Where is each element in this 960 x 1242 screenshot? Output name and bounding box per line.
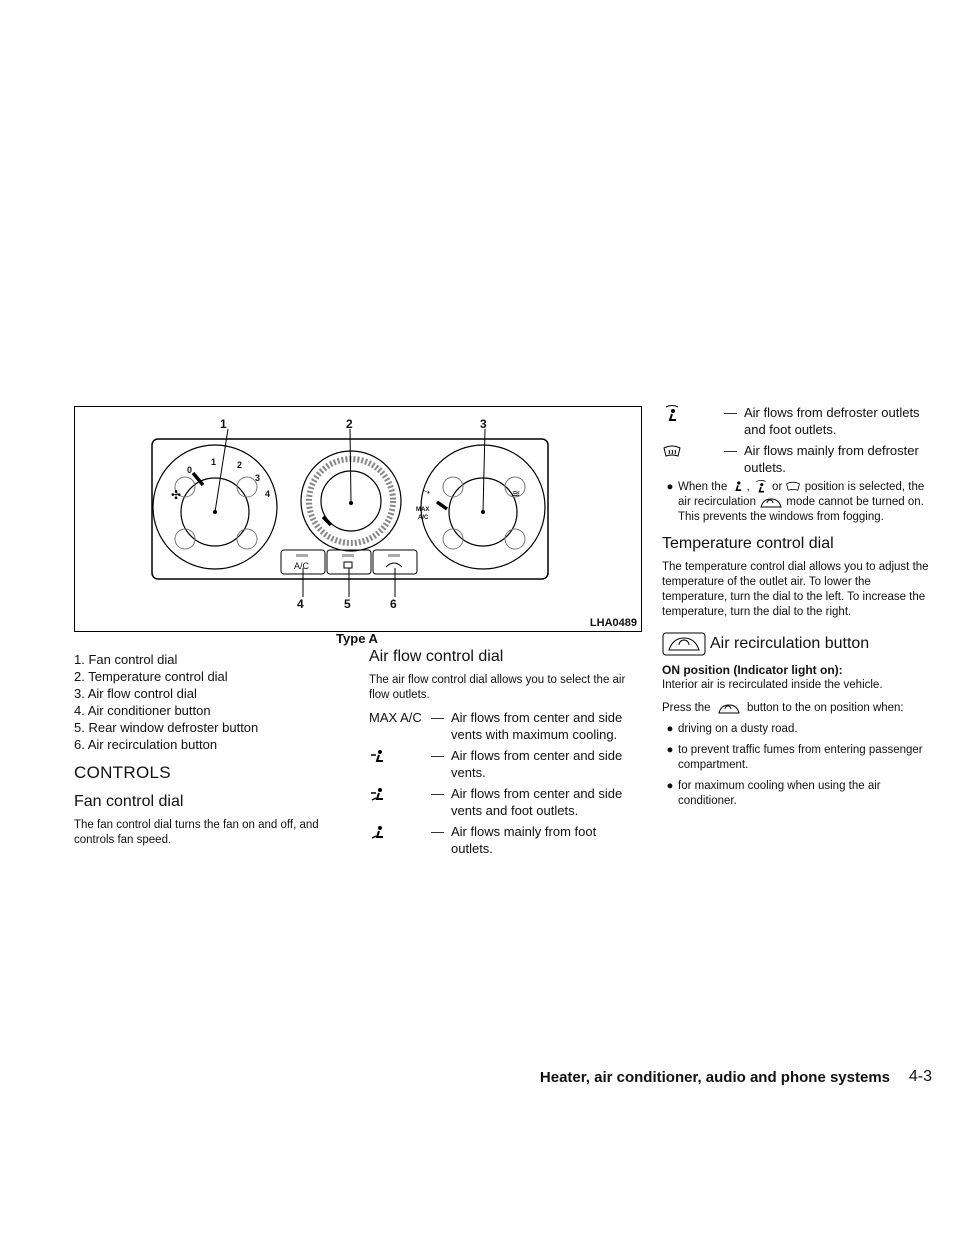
legend-item: 3. Air flow control dial [74,686,197,701]
page-number: 4-3 [908,1068,932,1085]
ac-button-label: A/C [294,561,310,571]
mode-row-defrost-foot [662,404,934,438]
mode-dash: — [724,443,737,458]
figure-legend [74,651,350,753]
recirc-heading: Air recirculation button [710,635,870,653]
mode-symbol: MAX A/C [369,710,422,725]
mode-text: Air flows mainly from foot outlets. [451,824,597,856]
mode-row-bilevel [369,785,641,819]
bi-level-vent-icon [369,787,389,803]
temperature-heading: Temperature control dial [662,535,834,553]
control-panel-figure [74,406,642,632]
callout-3: 3 [480,417,487,431]
mode-text: Air flows mainly from defroster outlets. [744,443,919,475]
mode-row-face [369,747,641,781]
recirculation-icon [662,632,706,656]
mode-row-max-ac [369,709,641,743]
footer-section-title: Heater, air conditioner, audio and phone systems [539,1069,890,1086]
column-middle [369,648,641,861]
column-right [662,404,934,815]
svg-text:⤳: ⤳ [422,487,430,498]
callout-2: 2 [346,417,353,431]
recirc-bullet: ● for maximum cooling when using the air conditioner. [666,780,881,808]
legend-item: 2. Temperature control dial [74,669,228,684]
mode-text: Air flows from defroster outlets and foot outlets. [744,405,920,437]
callout-4: 4 [297,597,304,611]
defrost-foot-icon [662,405,682,423]
callout-1: 1 [220,417,227,431]
mode-text: Air flows from center and side vents. [451,748,623,780]
recirc-bullet: ● driving on a dusty road. [666,723,798,736]
defrost-icon [662,444,682,460]
airflow-heading: Air flow control dial [369,648,504,665]
legend-item: 1. Fan control dial [74,652,178,667]
svg-text:✣: ✣ [171,488,182,502]
mode-dash: — [724,405,737,420]
mode-text: Air flows from center and side vents with maximum cooling. [451,710,623,742]
temperature-body: The temperature control dial allows you to adjust the temperature of the outlet air. To lower the temperature, turn the dial to the left. To increase the temperature, turn the dial to the right. [662,561,929,619]
recirc-heading-row [662,632,934,656]
recirc-bullet: ● to prevent traffic fumes from entering passenger compartment. [666,744,923,772]
section-heading: CONTROLS [74,763,171,782]
defrost-icon [785,480,801,494]
svg-text:≋: ≋ [512,489,521,500]
max-label: MAX [416,507,430,513]
legend-item: 5. Rear window defroster button [74,720,259,735]
mode-row-foot [369,823,641,857]
control-panel-illustration [75,407,641,631]
legend-item: 4. Air conditioner button [74,703,211,718]
max-sub-label: A/C [418,515,429,521]
fan-scale-4: 4 [265,489,271,499]
column-left [74,651,350,854]
figure-code: LHA0489 [589,617,637,629]
fan-scale-0: 0 [187,465,193,475]
recirculation-icon [714,701,744,715]
defrost-foot-icon [753,480,769,494]
foot-vent-icon [730,480,746,494]
figure-caption: Type A [336,631,378,646]
callout-6: 6 [390,597,397,611]
mode-dash: — [431,824,444,839]
face-vent-icon [369,749,389,765]
fan-dial-heading: Fan control dial [74,793,184,810]
mode-dash: — [431,786,444,801]
recirc-on-title: ON position (Indicator light on): [662,663,843,678]
callout-5: 5 [344,597,351,611]
mode-row-defrost [662,442,934,476]
legend-item: 6. Air recirculation button [74,737,218,752]
fan-dial-body: The fan control dial turns the fan on and off, and controls fan speed. [74,819,319,846]
airflow-note: ● When the , or position is selected, the air recirculation mode cannot be turned on. This prevents the windows from fogging. [666,481,925,524]
fan-scale-1: 1 [211,457,217,467]
foot-vent-icon [369,825,389,841]
recirculation-icon [759,495,783,509]
fan-scale-2: 2 [237,460,243,470]
fan-scale-3: 3 [255,473,261,483]
mode-dash: — [431,748,444,763]
mode-text: Air flows from center and side vents and foot outlets. [451,786,623,818]
mode-dash: — [431,710,444,725]
recirc-on-body: Interior air is recirculated inside the vehicle. [662,679,883,692]
airflow-intro: The air flow control dial allows you to select the air flow outlets. [369,674,626,701]
recirc-press-line: Press the button to the on position when: [662,702,904,715]
